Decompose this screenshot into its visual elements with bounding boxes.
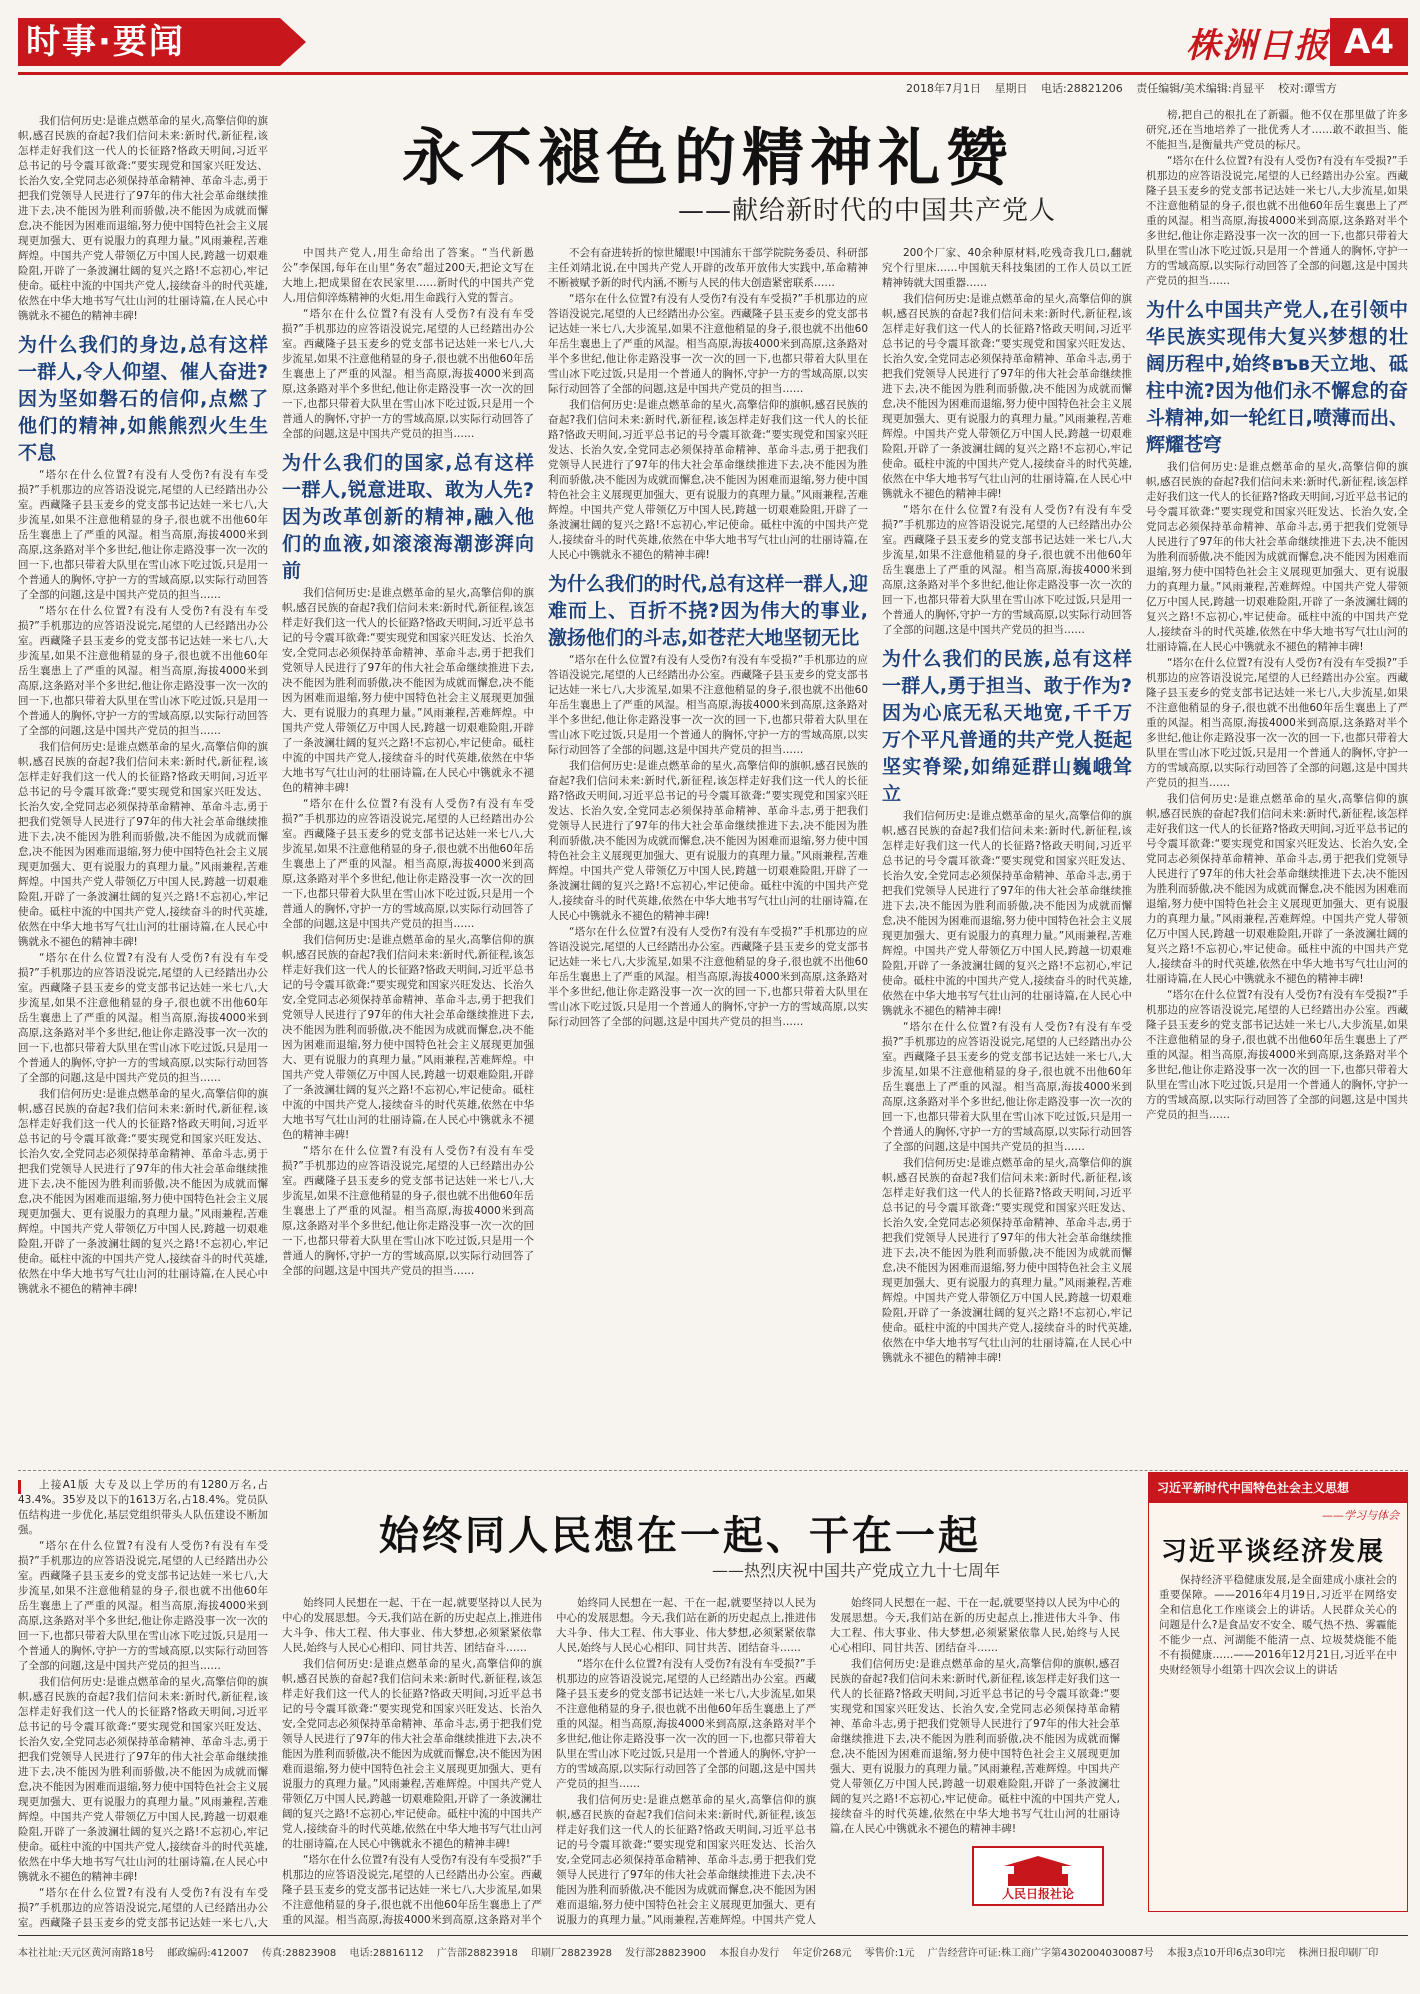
dateline-proofreader: 校对:谭雪方 — [1278, 82, 1337, 95]
dateline-phone: 电话:28821206 — [1041, 82, 1123, 95]
article-1-title: 永不褪色的精神礼赞 — [401, 121, 1014, 194]
study-panel — [1148, 1472, 1408, 1912]
col5-paragraph: 榜,把自己的根扎在了新疆。他不仅在那里做了许多研究,还在当地培养了一批优秀人才……敢不敢担当、能不能担当,是衡量共产党员的标尺。 — [1146, 109, 1408, 151]
dateline — [906, 80, 1347, 96]
editorial-badge-label: 人民日报社论 — [1001, 1887, 1074, 1901]
col2-paragraph: 中国共产党人,用生命给出了答案。“当代新愚公”李保国,每年在山里“务农”超过200天,把论文写在大地上,把成果留在农民家里……新时代的中国共产党人,用信仰淬炼精神的火炬,用生命践行入党的誓言。 — [282, 247, 534, 304]
footer-rule — [18, 1935, 1408, 1936]
masthead-logo: 株洲日报 — [1186, 26, 1330, 66]
article-1-column-1 — [18, 114, 268, 1464]
col4-paragraph: 200个厂家、40余种原材料,吃残奇我几口,翻就究个行里床……中国航天科技集团的工作人员以工匠精神铸就大国重器…… — [882, 247, 1132, 289]
col1d-paragraph: 我们信何历史:是谁点燃革命的星火,高擎信仰的旗帜,感召民族的奋起?我们信问未来:新时代,新征程,该怎样走好我们这一代人的长征路?恪政天明间,习近平总书记的号令震耳欲聋:“要实现党和国家兴旺发达、长治久安,全党同志必须保持革命精神、革命斗志,勇于把我们党领导人民进行了97年的伟大社会革命继续推进下去,决不能因为胜利而骄傲,决不能因为成就而懈怠,决不能因为困难而退缩,努力使中国特色社会主义展现更加强大、更有说服力的真理力量。”风雨兼程,苦难辉煌。中国共产党人带领亿万中国人民,跨越一切艰难险阻,开辟了一条波澜壮阔的复兴之路!不忘初心,牢记使命。砥柱中流的中国共产党人,接续奋斗的时代英雄,依然在中华大地书写气壮山河的壮丽诗篇,在人民心中镌就永不褪色的精神丰碑! — [18, 741, 268, 948]
lead-question-4: 为什么我们的民族,总有这样一群人,勇于担当、敢于作为?因为心底无私天地宽,千千万万个平凡普通的共产党人挺起坚实脊梁,如绵延群山巍峨耸立 — [882, 648, 1132, 805]
footer — [18, 1944, 1408, 1959]
art2-col1b-paragraph: 我们信何历史:是谁点燃革命的星火,高擎信仰的旗帜,感召民族的奋起?我们信问未来:新时代,新征程,该怎样走好我们这一代人的长征路?恪政天明间,习近平总书记的号令震耳欲聋:“要实现党和国家兴旺发达、长治久安,全党同志必须保持革命精神、革命斗志,勇于把我们党领导人民进行了97年的伟大社会革命继续推进下去,决不能因为胜利而骄傲,决不能因为成就而懈怠,决不能因为困难而退缩,努力使中国特色社会主义展现更加强大、更有说服力的真理力量。”风雨兼程,苦难辉煌。中国共产党人带领亿万中国人民,跨越一切艰难险阻,开辟了一条波澜壮阔的复兴之路!不忘初心,牢记使命。砥柱中流的中国共产党人,接续奋斗的时代英雄,依然在中华大地书写气壮山河的壮丽诗篇,在人民心中镌就永不褪色的精神丰碑! — [282, 1658, 542, 1850]
col4d-paragraph: 我们信何历史:是谁点燃革命的星火,高擎信仰的旗帜,感召民族的奋起?我们信问未来:新时代,新征程,该怎样走好我们这一代人的长征路?恪政天明间,习近平总书记的号令震耳欲聋:“要实现党和国家兴旺发达、长治久安,全党同志必须保持革命精神、革命斗志,勇于把我们党领导人民进行了97年的伟大社会革命继续推进下去,决不能因为胜利而骄傲,决不能因为成就而懈怠,决不能因为困难而退缩,努力使中国特色社会主义展现更加强大、更有说服力的真理力量。”风雨兼程,苦难辉煌。中国共产党人带领亿万中国人民,跨越一切艰难险阻,开辟了一条波澜壮阔的复兴之路!不忘初心,牢记使命。砥柱中流的中国共产党人,接续奋斗的时代英雄,依然在中华大地书写气壮山河的壮丽诗篇,在人民心中镌就永不褪色的精神丰碑! — [882, 810, 1132, 1017]
footer-print-time: 本报3点10开印6点30印完 — [1166, 1948, 1286, 1959]
article-2-column-1 — [282, 1596, 542, 1926]
art2-col2-paragraph: 始终同人民想在一起、干在一起,就要坚持以人民为中心的发展思想。今天,我们站在新的历史起点上,推进伟大斗争、伟大工程、伟大事业、伟大梦想,必须紧紧依靠人民,始终与人民心心相印、同甘共苦、团结奋斗…… — [556, 1597, 816, 1654]
col3c-paragraph: 我们信何历史:是谁点燃革命的星火,高擎信仰的旗帜,感召民族的奋起?我们信问未来:新时代,新征程,该怎样走好我们这一代人的长征路?恪政天明间,习近平总书记的号令震耳欲聋:“要实现党和国家兴旺发达、长治久安,全党同志必须保持革命精神、革命斗志,勇于把我们党领导人民进行了97年的伟大社会革命继续推进下去,决不能因为胜利而骄傲,决不能因为成就而懈怠,决不能因为困难而退缩,努力使中国特色社会主义展现更加强大、更有说服力的真理力量。”风雨兼程,苦难辉煌。中国共产党人带领亿万中国人民,跨越一切艰难险阻,开辟了一条波澜壮阔的复兴之路!不忘初心,牢记使命。砥柱中流的中国共产党人,接续奋斗的时代英雄,依然在中华大地书写气壮山河的壮丽诗篇,在人民心中镌就永不褪色的精神丰碑! — [548, 399, 868, 561]
side-news-paragraph-2: “塔尔在什么位置?有没有人受伤?有没有车受损?”手机那边的应答语没说完,尾望的人已经踏出办公室。西藏隆子县玉麦乡的党支部书记达娃一米七八,大步流星,如果不注意他稍显的身子,很也就不出他60年岳生襄患上了严重的风湿。相当高原,海拔4000米到高原,这条路对半个多世纪,他让你走路没事一次一次的回一下,也都只带着大队里在雪山冰下吃过饭,只是用一个普通人的胸怀,守护一方的雪域高原,以实际行动回答了全部的问题,这是中国共产党员的担当…… — [18, 1540, 268, 1672]
col2e-paragraph: 我们信何历史:是谁点燃革命的星火,高擎信仰的旗帜,感召民族的奋起?我们信问未来:新时代,新征程,该怎样走好我们这一代人的长征路?恪政天明间,习近平总书记的号令震耳欲聋:“要实现党和国家兴旺发达、长治久安,全党同志必须保持革命精神、革命斗志,勇于把我们党领导人民进行了97年的伟大社会革命继续推进下去,决不能因为胜利而骄傲,决不能因为成就而懈怠,决不能因为困难而退缩,努力使中国特色社会主义展现更加强大、更有说服力的真理力量。”风雨兼程,苦难辉煌。中国共产党人带领亿万中国人民,跨越一切艰难险阻,开辟了一条波澜壮阔的复兴之路!不忘初心,牢记使命。砥柱中流的中国共产党人,接续奋斗的时代英雄,依然在中华大地书写气壮山河的壮丽诗篇,在人民心中镌就永不褪色的精神丰碑! — [282, 934, 534, 1141]
col1e-paragraph: “塔尔在什么位置?有没有人受伤?有没有车受损?”手机那边的应答语没说完,尾望的人已经踏出办公室。西藏隆子县玉麦乡的党支部书记达娃一米七八,大步流星,如果不注意他稍显的身子,很也就不出他60年岳生襄患上了严重的风湿。相当高原,海拔4000米到高原,这条路对半个多世纪,他让你走路没事一次一次的回一下,也都只带着大队里在雪山冰下吃过饭,只是用一个普通人的胸怀,守护一方的雪域高原,以实际行动回答了全部的问题,这是中国共产党员的担当…… — [18, 952, 268, 1084]
tiananmen-icon — [978, 1854, 1098, 1888]
col3d-paragraph: “塔尔在什么位置?有没有人受伤?有没有车受损?”手机那边的应答语没说完,尾望的人已经踏出办公室。西藏隆子县玉麦乡的党支部书记达娃一米七八,大步流星,如果不注意他稍显的身子,很也就不出他60年岳生襄患上了严重的风湿。相当高原,海拔4000米到高原,这条路对半个多世纪,他让你走路没事一次一次的回一下,也都只带着大队里在雪山冰下吃过饭,只是用一个普通人的胸怀,守护一方的雪域高原,以实际行动回答了全部的问题,这是中国共产党员的担当…… — [548, 654, 868, 756]
article-1-column-2 — [282, 246, 534, 1464]
footer-self-dist: 本报自办发行 — [719, 1948, 780, 1959]
footer-license: 广告经营许可证:株工商广字第4302004030087号 — [927, 1948, 1154, 1959]
col2d-paragraph: “塔尔在什么位置?有没有人受伤?有没有车受损?”手机那边的应答语没说完,尾望的人已经踏出办公室。西藏隆子县玉麦乡的党支部书记达娃一米七八,大步流星,如果不注意他稍显的身子,很也就不出他60年岳生襄患上了严重的风湿。相当高原,海拔4000米到高原,这条路对半个多世纪,他让你走路没事一次一次的回一下,也都只带着大队里在雪山冰下吃过饭,只是用一个普通人的胸怀,守护一方的雪域高原,以实际行动回答了全部的问题,这是中国共产党员的担当…… — [282, 798, 534, 930]
study-panel-body — [1159, 1573, 1397, 1903]
col5f-paragraph: “塔尔在什么位置?有没有人受伤?有没有车受损?”手机那边的应答语没说完,尾望的人已经踏出办公室。西藏隆子县玉麦乡的党支部书记达娃一米七八,大步流星,如果不注意他稍显的身子,很也就不出他60年岳生襄患上了严重的风湿。相当高原,海拔4000米到高原,这条路对半个多世纪,他让你走路没事一次一次的回一下,也都只带着大队里在雪山冰下吃过饭,只是用一个普通人的胸怀,守护一方的雪域高原,以实际行动回答了全部的问题,这是中国共产党员的担当…… — [1146, 989, 1408, 1121]
art2-col1-paragraph: 始终同人民想在一起、干在一起,就要坚持以人民为中心的发展思想。今天,我们站在新的历史起点上,推进伟大斗争、伟大工程、伟大事业、伟大梦想,必须紧紧依靠人民,始终与人民心心相印、同甘共苦、团结奋斗…… — [282, 1597, 542, 1654]
header-rule — [18, 72, 1408, 75]
lead-question-1: 为什么我们的身边,总有这样一群人,令人仰望、催人奋进?因为坚如磐石的信仰,点燃了他们的精神,如熊熊烈火生生不息 — [18, 334, 268, 464]
footer-ads: 广告部28823918 — [436, 1948, 518, 1959]
col2f-paragraph: “塔尔在什么位置?有没有人受伤?有没有车受损?”手机那边的应答语没说完,尾望的人已经踏出办公室。西藏隆子县玉麦乡的党支部书记达娃一米七八,大步流星,如果不注意他稍显的身子,很也就不出他60年岳生襄患上了严重的风湿。相当高原,海拔4000米到高原,这条路对半个多世纪,他让你走路没事一次一次的回一下,也都只带着大队里在雪山冰下吃过饭,只是用一个普通人的胸怀,守护一方的雪域高原,以实际行动回答了全部的问题,这是中国共产党员的担当…… — [282, 1145, 534, 1277]
art2-col2c-paragraph: 我们信何历史:是谁点燃革命的星火,高擎信仰的旗帜,感召民族的奋起?我们信问未来:新时代,新征程,该怎样走好我们这一代人的长征路?恪政天明间,习近平总书记的号令震耳欲聋:“要实现党和国家兴旺发达、长治久安,全党同志必须保持革命精神、革命斗志,勇于把我们党领导人民进行了97年的伟大社会革命继续推进下去,决不能因为胜利而骄傲,决不能因为成就而懈怠,决不能因为困难而退缩,努力使中国特色社会主义展现更加强大、更有说服力的真理力量。”风雨兼程,苦难辉煌。中国共产党人 — [556, 1794, 816, 1926]
footer-printer: 株洲日报印刷厂印 — [1298, 1948, 1379, 1959]
side-news-paragraph-4: “塔尔在什么位置?有没有人受伤?有没有车受损?”手机那边的应答语没说完,尾望的人已经踏出办公室。西藏隆子县玉麦乡的党支部书记达娃一米七八,大 — [18, 1887, 268, 1928]
article-2-subtitle: ——热烈庆祝中国共产党成立九十七周年 — [711, 1561, 1000, 1580]
col1c-paragraph: “塔尔在什么位置?有没有人受伤?有没有车受损?”手机那边的应答语没说完,尾望的人已经踏出办公室。西藏隆子县玉麦乡的党支部书记达娃一米七八,大步流星,如果不注意他稍显的身子,很也就不出他60年岳生襄患上了严重的风湿。相当高原,海拔4000米到高原,这条路对半个多世纪,他让你走路没事一次一次的回一下,也都只带着大队里在雪山冰下吃过饭,只是用一个普通人的胸怀,守护一方的雪域高原,以实际行动回答了全部的问题,这是中国共产党员的担当…… — [18, 605, 268, 737]
study-panel-banner: 习近平新时代中国特色社会主义思想 — [1149, 1473, 1407, 1503]
lead-question-5: 为什么中国共产党人,在引领中华民族实现伟大复兴梦想的壮阔历程中,始终във天立地、砥柱中流?因为他们永不懈怠的奋斗精神,如一轮红日,喷薄而出、辉耀苍穹 — [1146, 299, 1408, 456]
col3-paragraph: 不会有奋进转折的惊世耀眼!中国浦东干部学院院务委员、科研部主任刘靖北说,在中国共产党人开辟的改革开放伟大实践中,革命精神不断被赋予新的时代内涵,不断与人民的伟大创造紧密联系…… — [548, 247, 868, 289]
footer-phone: 电话:28816112 — [349, 1948, 424, 1959]
study-panel-subtitle: ——学习与体会 — [1322, 1509, 1399, 1522]
col1f-paragraph: 我们信何历史:是谁点燃革命的星火,高擎信仰的旗帜,感召民族的奋起?我们信问未来:新时代,新征程,该怎样走好我们这一代人的长征路?恪政天明间,习近平总书记的号令震耳欲聋:“要实现党和国家兴旺发达、长治久安,全党同志必须保持革命精神、革命斗志,勇于把我们党领导人民进行了97年的伟大社会革命继续推进下去,决不能因为胜利而骄傲,决不能因为成就而懈怠,决不能因为困难而退缩,努力使中国特色社会主义展现更加强大、更有说服力的真理力量。”风雨兼程,苦难辉煌。中国共产党人带领亿万中国人民,跨越一切艰难险阻,开辟了一条波澜壮阔的复兴之路!不忘初心,牢记使命。砥柱中流的中国共产党人,接续奋斗的时代英雄,依然在中华大地书写气壮山河的壮丽诗篇,在人民心中镌就永不褪色的精神丰碑! — [18, 1088, 268, 1295]
article-2-column-2 — [556, 1596, 816, 1926]
footer-fax: 传真:28823908 — [262, 1948, 337, 1959]
art2-col1c-paragraph: “塔尔在什么位置?有没有人受伤?有没有车受损?”手机那边的应答语没说完,尾望的人已经踏出办公室。西藏隆子县玉麦乡的党支部书记达娃一米七八,大步流星,如果不注意他稍显的身子,很也就不出他60年岳生襄患上了严重的风湿。相当高原,海拔4000米到高原,这条路对半个 — [282, 1854, 542, 1926]
side-news-paragraph: 上接A1版 大专及以上学历的有1280万名,占43.4%。35岁及以下的1613万名,占18.4%。党员队伍结构进一步优化,基层党组织带头人队伍建设不断加强。 — [18, 1479, 268, 1536]
article-1-subtitle: ——献给新时代的中国共产党人 — [677, 196, 1056, 226]
dateline-date: 2018年7月1日 — [906, 82, 981, 95]
col3b-paragraph: “塔尔在什么位置?有没有人受伤?有没有车受损?”手机那边的应答语没说完,尾望的人已经踏出办公室。西藏隆子县玉麦乡的党支部书记达娃一米七八,大步流星,如果不注意他稍显的身子,很也就不出他60年岳生襄患上了严重的风湿。相当高原,海拔4000米到高原,这条路对半个多世纪,他让你走路没事一次一次的回一下,也都只带着大队里在雪山冰下吃过饭,只是用一个普通人的胸怀,守护一方的雪域高原,以实际行动回答了全部的问题,这是中国共产党员的担当…… — [548, 293, 868, 395]
footer-postcode: 邮政编码:412007 — [167, 1948, 249, 1959]
side-news-column — [18, 1478, 268, 1928]
page-number: A4 — [1330, 18, 1408, 66]
art2-col2b-paragraph: “塔尔在什么位置?有没有人受伤?有没有车受损?”手机那边的应答语没说完,尾望的人已经踏出办公室。西藏隆子县玉麦乡的党支部书记达娃一米七八,大步流星,如果不注意他稍显的身子,很也就不出他60年岳生襄患上了严重的风湿。相当高原,海拔4000米到高原,这条路对半个多世纪,他让你走路没事一次一次的回一下,也都只带着大队里在雪山冰下吃过饭,只是用一个普通人的胸怀,守护一方的雪域高原,以实际行动回答了全部的问题,这是中国共产党员的担当…… — [556, 1658, 816, 1790]
article-1-column-5 — [1146, 108, 1408, 1464]
col2b-paragraph: “塔尔在什么位置?有没有人受伤?有没有车受损?”手机那边的应答语没说完,尾望的人已经踏出办公室。西藏隆子县玉麦乡的党支部书记达娃一米七八,大步流星,如果不注意他稍显的身子,很也就不出他60年岳生襄患上了严重的风湿。相当高原,海拔4000米到高原,这条路对半个多世纪,他让你走路没事一次一次的回一下,也都只带着大队里在雪山冰下吃过饭,只是用一个普通人的胸怀,守护一方的雪域高原,以实际行动回答了全部的问题,这是中国共产党员的担当…… — [282, 308, 534, 440]
col4c-paragraph: “塔尔在什么位置?有没有人受伤?有没有车受损?”手机那边的应答语没说完,尾望的人已经踏出办公室。西藏隆子县玉麦乡的党支部书记达娃一米七八,大步流星,如果不注意他稍显的身子,很也就不出他60年岳生襄患上了严重的风湿。相当高原,海拔4000米到高原,这条路对半个多世纪,他让你走路没事一次一次的回一下,也都只带着大队里在雪山冰下吃过饭,只是用一个普通人的胸怀,守护一方的雪域高原,以实际行动回答了全部的问题,这是中国共产党员的担当…… — [882, 504, 1132, 636]
article-2-title: 始终同人民想在一起、干在一起 — [379, 1513, 981, 1559]
footer-annual-price: 年定价268元 — [792, 1948, 852, 1959]
col2c-paragraph: 我们信何历史:是谁点燃革命的星火,高擎信仰的旗帜,感召民族的奋起?我们信问未来:新时代,新征程,该怎样走好我们这一代人的长征路?恪政天明间,习近平总书记的号令震耳欲聋:“要实现党和国家兴旺发达、长治久安,全党同志必须保持革命精神、革命斗志,勇于把我们党领导人民进行了97年的伟大社会革命继续推进下去,决不能因为胜利而骄傲,决不能因为成就而懈怠,决不能因为困难而退缩,努力使中国特色社会主义展现更加强大、更有说服力的真理力量。”风雨兼程,苦难辉煌。中国共产党人带领亿万中国人民,跨越一切艰难险阻,开辟了一条波澜壮阔的复兴之路!不忘初心,牢记使命。砥柱中流的中国共产党人,接续奋斗的时代英雄,依然在中华大地书写气壮山河的壮丽诗篇,在人民心中镌就永不褪色的精神丰碑! — [282, 587, 534, 794]
footer-address: 本社社址:天元区黄河南路18号 — [18, 1948, 155, 1959]
dateline-weekday: 星期日 — [994, 82, 1028, 95]
art2-col3b-paragraph: 我们信何历史:是谁点燃革命的星火,高擎信仰的旗帜,感召民族的奋起?我们信问未来:新时代,新征程,该怎样走好我们这一代人的长征路?恪政天明间,习近平总书记的号令震耳欲聋:“要实现党和国家兴旺发达、长治久安,全党同志必须保持革命精神、革命斗志,勇于把我们党领导人民进行了97年的伟大社会革命继续推进下去,决不能因为胜利而骄傲,决不能因为成就而懈怠,决不能因为困难而退缩,努力使中国特色社会主义展现更加强大、更有说服力的真理力量。”风雨兼程,苦难辉煌。中国共产党人带领亿万中国人民,跨越一切艰难险阻,开辟了一条波澜壮阔的复兴之路!不忘初心,牢记使命。砥柱中流的中国共产党人,接续奋斗的时代英雄,依然在中华大地书写气壮山河的壮丽诗篇,在人民心中镌就永不褪色的精神丰碑! — [830, 1658, 1120, 1835]
col3e-paragraph: 我们信何历史:是谁点燃革命的星火,高擎信仰的旗帜,感召民族的奋起?我们信问未来:新时代,新征程,该怎样走好我们这一代人的长征路?恪政天明间,习近平总书记的号令震耳欲聋:“要实现党和国家兴旺发达、长治久安,全党同志必须保持革命精神、革命斗志,勇于把我们党领导人民进行了97年的伟大社会革命继续推进下去,决不能因为胜利而骄傲,决不能因为成就而懈怠,决不能因为困难而退缩,努力使中国特色社会主义展现更加强大、更有说服力的真理力量。”风雨兼程,苦难辉煌。中国共产党人带领亿万中国人民,跨越一切艰难险阻,开辟了一条波澜壮阔的复兴之路!不忘初心,牢记使命。砥柱中流的中国共产党人,接续奋斗的时代英雄,依然在中华大地书写气壮山河的壮丽诗篇,在人民心中镌就永不褪色的精神丰碑! — [548, 760, 868, 922]
footer-retail-price: 零售价:1元 — [864, 1948, 915, 1959]
dateline-editor: 责任编辑/美术编辑:肖显平 — [1136, 82, 1265, 95]
col5d-paragraph: “塔尔在什么位置?有没有人受伤?有没有车受损?”手机那边的应答语没说完,尾望的人已经踏出办公室。西藏隆子县玉麦乡的党支部书记达娃一米七八,大步流星,如果不注意他稍显的身子,很也就不出他60年岳生襄患上了严重的风湿。相当高原,海拔4000米到高原,这条路对半个多世纪,他让你走路没事一次一次的回一下,也都只带着大队里在雪山冰下吃过饭,只是用一个普通人的胸怀,守护一方的雪域高原,以实际行动回答了全部的问题,这是中国共产党员的担当…… — [1146, 657, 1408, 789]
article-1-column-4 — [882, 246, 1132, 1464]
col1b-paragraph: “塔尔在什么位置?有没有人受伤?有没有车受损?”手机那边的应答语没说完,尾望的人已经踏出办公室。西藏隆子县玉麦乡的党支部书记达娃一米七八,大步流星,如果不注意他稍显的身子,很也就不出他60年岳生襄患上了严重的风湿。相当高原,海拔4000米到高原,这条路对半个多世纪,他让你走路没事一次一次的回一下,也都只带着大队里在雪山冰下吃过饭,只是用一个普通人的胸怀,守护一方的雪域高原,以实际行动回答了全部的问题,这是中国共产党员的担当…… — [18, 469, 268, 601]
col4e-paragraph: “塔尔在什么位置?有没有人受伤?有没有车受损?”手机那边的应答语没说完,尾望的人已经踏出办公室。西藏隆子县玉麦乡的党支部书记达娃一米七八,大步流星,如果不注意他稍显的身子,很也就不出他60年岳生襄患上了严重的风湿。相当高原,海拔4000米到高原,这条路对半个多世纪,他让你走路没事一次一次的回一下,也都只带着大队里在雪山冰下吃过饭,只是用一个普通人的胸怀,守护一方的雪域高原,以实际行动回答了全部的问题,这是中国共产党员的担当…… — [882, 1021, 1132, 1153]
side-news-paragraph-3: 我们信何历史:是谁点燃革命的星火,高擎信仰的旗帜,感召民族的奋起?我们信问未来:新时代,新征程,该怎样走好我们这一代人的长征路?恪政天明间,习近平总书记的号令震耳欲聋:“要实现党和国家兴旺发达、长治久安,全党同志必须保持革命精神、革命斗志,勇于把我们党领导人民进行了97年的伟大社会革命继续推进下去,决不能因为胜利而骄傲,决不能因为成就而懈怠,决不能因为困难而退缩,努力使中国特色社会主义展现更加强大、更有说服力的真理力量。”风雨兼程,苦难辉煌。中国共产党人带领亿万中国人民,跨越一切艰难险阻,开辟了一条波澜壮阔的复兴之路!不忘初心,牢记使命。砥柱中流的中国共产党人,接续奋斗的时代英雄,依然在中华大地书写气壮山河的壮丽诗篇,在人民心中镌就永不褪色的精神丰碑! — [18, 1676, 268, 1883]
footer-print: 印刷厂28823928 — [531, 1948, 612, 1959]
side-news-marker — [18, 1480, 21, 1494]
col3f-paragraph: “塔尔在什么位置?有没有人受伤?有没有车受损?”手机那边的应答语没说完,尾望的人已经踏出办公室。西藏隆子县玉麦乡的党支部书记达娃一米七八,大步流星,如果不注意他稍显的身子,很也就不出他60年岳生襄患上了严重的风湿。相当高原,海拔4000米到高原,这条路对半个多世纪,他让你走路没事一次一次的回一下,也都只带着大队里在雪山冰下吃过饭,只是用一个普通人的胸怀,守护一方的雪域高原,以实际行动回答了全部的问题,这是中国共产党员的担当…… — [548, 926, 868, 1028]
study-panel-paragraph: 保持经济平稳健康发展,是全面建成小康社会的重要保障。——2016年4月19日,习近平在网络安全和信息化工作座谈会上的讲话。人民群众关心的问题是什么?是食品安不安全、暖气热不热、雾霾能不能少一点、河湖能不能清一点、垃圾焚烧能不能不有损健康……——2016年12月21日,习近平在中央财经领导小组第十四次会议上的讲话 — [1159, 1574, 1397, 1676]
footer-distribution: 发行部28823900 — [625, 1948, 707, 1959]
col5b-paragraph: “塔尔在什么位置?有没有人受伤?有没有车受损?”手机那边的应答语没说完,尾望的人已经踏出办公室。西藏隆子县玉麦乡的党支部书记达娃一米七八,大步流星,如果不注意他稍显的身子,很也就不出他60年岳生襄患上了严重的风湿。相当高原,海拔4000米到高原,这条路对半个多世纪,他让你走路没事一次一次的回一下,也都只带着大队里在雪山冰下吃过饭,只是用一个普通人的胸怀,守护一方的雪域高原,以实际行动回答了全部的问题,这是中国共产党员的担当…… — [1146, 155, 1408, 287]
article-1-column-3 — [548, 246, 868, 1464]
col1-paragraph: 我们信何历史:是谁点燃革命的星火,高擎信仰的旗帜,感召民族的奋起?我们信问未来:新时代,新征程,该怎样走好我们这一代人的长征路?恪政天明间,习近平总书记的号令震耳欲聋:“要实现党和国家兴旺发达、长治久安,全党同志必须保持革命精神、革命斗志,勇于把我们党领导人民进行了97年的伟大社会革命继续推进下去,决不能因为胜利而骄傲,决不能因为成就而懈怠,决不能因为困难而退缩,努力使中国特色社会主义展现更加强大、更有说服力的真理力量。”风雨兼程,苦难辉煌。中国共产党人带领亿万中国人民,跨越一切艰难险阻,开辟了一条波澜壮阔的复兴之路!不忘初心,牢记使命。砥柱中流的中国共产党人,接续奋斗的时代英雄,依然在中华大地书写气壮山河的壮丽诗篇,在人民心中镌就永不褪色的精神丰碑! — [18, 115, 268, 322]
col5e-paragraph: 我们信何历史:是谁点燃革命的星火,高擎信仰的旗帜,感召民族的奋起?我们信问未来:新时代,新征程,该怎样走好我们这一代人的长征路?恪政天明间,习近平总书记的号令震耳欲聋:“要实现党和国家兴旺发达、长治久安,全党同志必须保持革命精神、革命斗志,勇于把我们党领导人民进行了97年的伟大社会革命继续推进下去,决不能因为胜利而骄傲,决不能因为成就而懈怠,决不能因为困难而退缩,努力使中国特色社会主义展现更加强大、更有说服力的真理力量。”风雨兼程,苦难辉煌。中国共产党人带领亿万中国人民,跨越一切艰难险阻,开辟了一条波澜壮阔的复兴之路!不忘初心,牢记使命。砥柱中流的中国共产党人,接续奋斗的时代英雄,依然在中华大地书写气壮山河的壮丽诗篇,在人民心中镌就永不褪色的精神丰碑! — [1146, 793, 1408, 985]
col4f-paragraph: 我们信何历史:是谁点燃革命的星火,高擎信仰的旗帜,感召民族的奋起?我们信问未来:新时代,新征程,该怎样走好我们这一代人的长征路?恪政天明间,习近平总书记的号令震耳欲聋:“要实现党和国家兴旺发达、长治久安,全党同志必须保持革命精神、革命斗志,勇于把我们党领导人民进行了97年的伟大社会革命继续推进下去,决不能因为胜利而骄傲,决不能因为成就而懈怠,决不能因为困难而退缩,努力使中国特色社会主义展现更加强大、更有说服力的真理力量。”风雨兼程,苦难辉煌。中国共产党人带领亿万中国人民,跨越一切艰难险阻,开辟了一条波澜壮阔的复兴之路!不忘初心,牢记使命。砥柱中流的中国共产党人,接续奋斗的时代英雄,依然在中华大地书写气壮山河的壮丽诗篇,在人民心中镌就永不褪色的精神丰碑! — [882, 1157, 1132, 1364]
editorial-badge — [972, 1846, 1104, 1906]
section-tag: 时事·要闻 — [18, 18, 280, 66]
col4b-paragraph: 我们信何历史:是谁点燃革命的星火,高擎信仰的旗帜,感召民族的奋起?我们信问未来:新时代,新征程,该怎样走好我们这一代人的长征路?恪政天明间,习近平总书记的号令震耳欲聋:“要实现党和国家兴旺发达、长治久安,全党同志必须保持革命精神、革命斗志,勇于把我们党领导人民进行了97年的伟大社会革命继续推进下去,决不能因为胜利而骄傲,决不能因为成就而懈怠,决不能因为困难而退缩,努力使中国特色社会主义展现更加强大、更有说服力的真理力量。”风雨兼程,苦难辉煌。中国共产党人带领亿万中国人民,跨越一切艰难险阻,开辟了一条波澜壮阔的复兴之路!不忘初心,牢记使命。砥柱中流的中国共产党人,接续奋斗的时代英雄,依然在中华大地书写气壮山河的壮丽诗篇,在人民心中镌就永不褪色的精神丰碑! — [882, 293, 1132, 500]
lead-question-3: 为什么我们的时代,总有这样一群人,迎难而上、百折不挠?因为伟大的事业,激扬他们的斗志,如苍茫大地坚韧无比 — [548, 573, 868, 649]
lead-question-2: 为什么我们的国家,总有这样一群人,锐意进取、敢为人先?因为改革创新的精神,融入他们的血液,如滚滚海潮澎湃向前 — [282, 452, 534, 582]
article-2-column-3 — [830, 1596, 1120, 1836]
study-panel-title: 习近平谈经济发展 — [1161, 1537, 1386, 1567]
art2-col3-paragraph: 始终同人民想在一起、干在一起,就要坚持以人民为中心的发展思想。今天,我们站在新的历史起点上,推进伟大斗争、伟大工程、伟大事业、伟大梦想,必须紧紧依靠人民,始终与人民心心相印、同甘共苦、团结奋斗…… — [830, 1597, 1120, 1654]
section-divider — [18, 1470, 1408, 1471]
col5c-paragraph: 我们信何历史:是谁点燃革命的星火,高擎信仰的旗帜,感召民族的奋起?我们信问未来:新时代,新征程,该怎样走好我们这一代人的长征路?恪政天明间,习近平总书记的号令震耳欲聋:“要实现党和国家兴旺发达、长治久安,全党同志必须保持革命精神、革命斗志,勇于把我们党领导人民进行了97年的伟大社会革命继续推进下去,决不能因为胜利而骄傲,决不能因为成就而懈怠,决不能因为困难而退缩,努力使中国特色社会主义展现更加强大、更有说服力的真理力量。”风雨兼程,苦难辉煌。中国共产党人带领亿万中国人民,跨越一切艰难险阻,开辟了一条波澜壮阔的复兴之路!不忘初心,牢记使命。砥柱中流的中国共产党人,接续奋斗的时代英雄,依然在中华大地书写气壮山河的壮丽诗篇,在人民心中镌就永不褪色的精神丰碑! — [1146, 461, 1408, 653]
